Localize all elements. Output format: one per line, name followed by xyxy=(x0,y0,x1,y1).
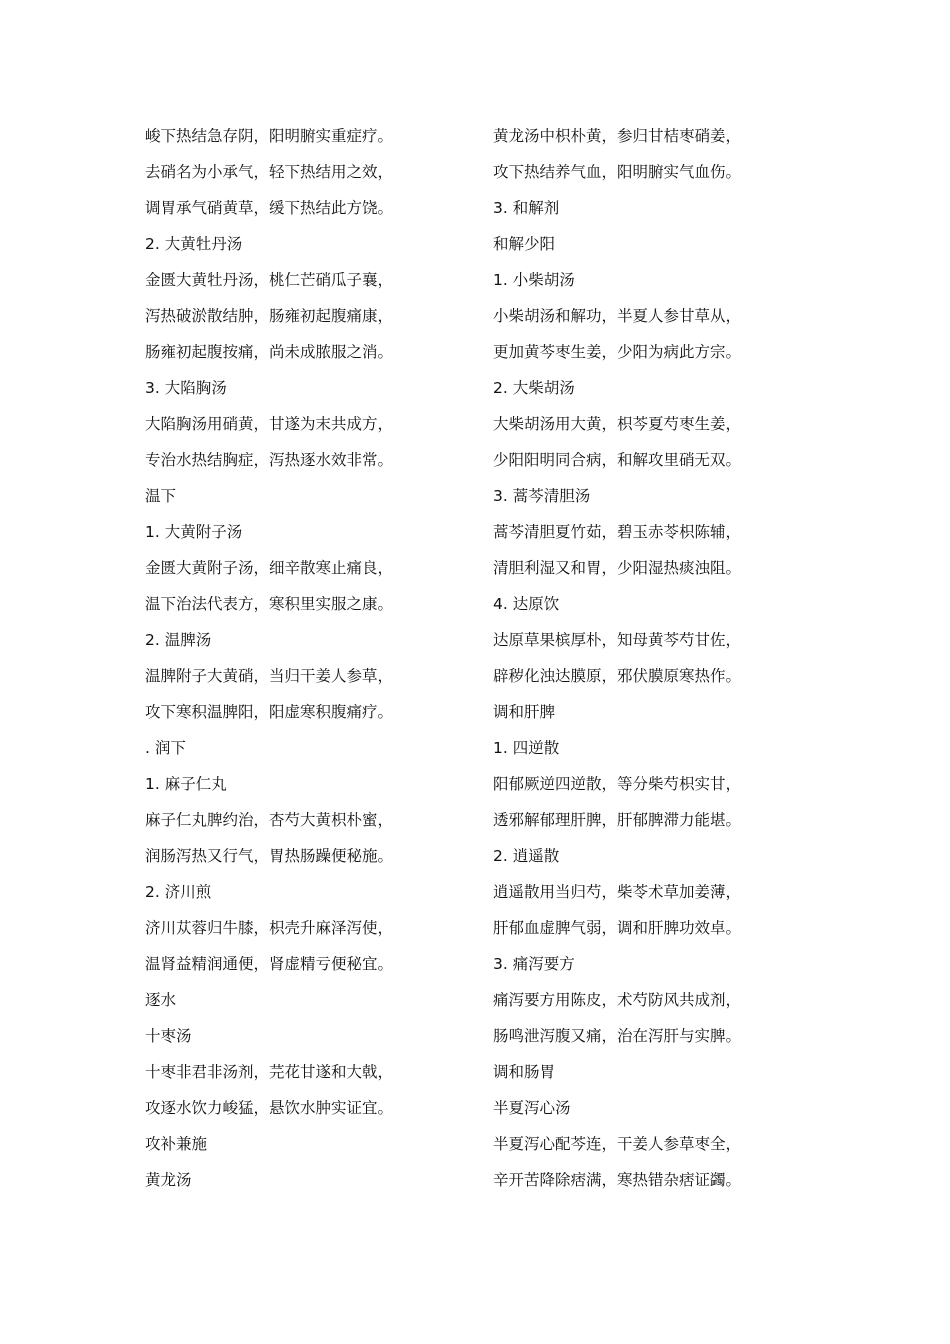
left-text-line: 2. 温脾汤 xyxy=(145,631,212,649)
left-text-line: 2. 济川煎 xyxy=(145,883,212,901)
left-text-line: 麻子仁丸脾约治，杏芍大黄枳朴蜜， xyxy=(145,811,394,829)
left-text-line: 黄龙汤 xyxy=(145,1171,192,1189)
right-text-line: 调和肠胃 xyxy=(493,1063,556,1081)
right-text-line: 黄龙汤中枳朴黄，参归甘桔枣硝姜， xyxy=(493,127,742,145)
left-column xyxy=(145,118,465,1198)
left-text-line: 温下 xyxy=(145,487,177,505)
right-text-line: 更加黄芩枣生姜，少阳为病此方宗。 xyxy=(493,343,742,361)
left-text-line: 专治水热结胸症，泻热逐水效非常。 xyxy=(145,451,394,469)
right-text-line: 透邪解郁理肝脾，肝郁脾滞力能堪。 xyxy=(493,811,742,829)
left-text-line: 温下治法代表方，寒积里实服之康。 xyxy=(145,595,394,613)
right-text-line: 和解少阳 xyxy=(493,235,556,253)
right-text-line: 清胆利湿又和胃，少阳湿热痰浊阻。 xyxy=(493,559,742,577)
right-text-line: 阳郁厥逆四逆散，等分柴芍枳实甘， xyxy=(493,775,742,793)
left-text-line: 济川苁蓉归牛膝，枳壳升麻泽泻使， xyxy=(145,919,394,937)
right-text-line: 痛泻要方用陈皮，术芍防风共成剂， xyxy=(493,991,742,1009)
left-text-line: 大陷胸汤用硝黄，甘遂为末共成方， xyxy=(145,415,394,433)
right-text-line: 2. 逍遥散 xyxy=(493,847,560,865)
right-text-line: 逍遥散用当归芍，柴苓术草加姜薄， xyxy=(493,883,742,901)
left-text-line: 润肠泻热又行气，胃热肠躁便秘施。 xyxy=(145,847,394,865)
right-text-line: 3. 和解剂 xyxy=(493,199,560,217)
left-text-line: 1. 麻子仁丸 xyxy=(145,775,227,793)
right-text-line: 3. 蒿芩清胆汤 xyxy=(493,487,591,505)
right-text-line: 小柴胡汤和解功，半夏人参甘草从， xyxy=(493,307,742,325)
left-text-line: 肠雍初起腹按痛，尚未成脓服之消。 xyxy=(145,343,394,361)
left-text-line: 3. 大陷胸汤 xyxy=(145,379,227,397)
right-text-line: 调和肝脾 xyxy=(493,703,556,721)
left-text-line: 温脾附子大黄硝，当归干姜人参草， xyxy=(145,667,394,685)
left-text-line: 攻补兼施 xyxy=(145,1135,208,1153)
right-text-line: 2. 大柴胡汤 xyxy=(493,379,575,397)
right-text-line: 肠鸣泄泻腹又痛，治在泻肝与实脾。 xyxy=(493,1027,742,1045)
right-text-line: 3. 痛泻要方 xyxy=(493,955,575,973)
right-text-line: 大柴胡汤用大黄，枳芩夏芍枣生姜， xyxy=(493,415,742,433)
left-text-line: 2. 大黄牡丹汤 xyxy=(145,235,243,253)
left-text-line: 调胃承气硝黄草，缓下热结此方饶。 xyxy=(145,199,394,217)
left-text-line: 去硝名为小承气，轻下热结用之效， xyxy=(145,163,394,181)
left-text-line: 攻下寒积温脾阳，阳虚寒积腹痛疗。 xyxy=(145,703,394,721)
right-text-line: 1. 四逆散 xyxy=(493,739,560,757)
left-text-line: 攻逐水饮力峻猛，悬饮水肿实证宜。 xyxy=(145,1099,394,1117)
right-text-line: 1. 小柴胡汤 xyxy=(493,271,575,289)
right-text-line: 攻下热结养气血，阳明腑实气血伤。 xyxy=(493,163,742,181)
right-text-line: 辛开苦降除痞满，寒热错杂痞证蠲。 xyxy=(493,1171,742,1189)
left-text-line: . 润下 xyxy=(145,739,186,757)
right-text-line: 辟秽化浊达膜原，邪伏膜原寒热作。 xyxy=(493,667,742,685)
left-text-line: 温肾益精润通便，肾虚精亏便秘宜。 xyxy=(145,955,394,973)
right-text-line: 少阳阳明同合病，和解攻里硝无双。 xyxy=(493,451,742,469)
right-column xyxy=(493,118,823,1198)
right-text-line: 蒿芩清胆夏竹茹，碧玉赤苓枳陈辅， xyxy=(493,523,742,541)
right-text-line: 肝郁血虚脾气弱，调和肝脾功效卓。 xyxy=(493,919,742,937)
left-text-line: 1. 大黄附子汤 xyxy=(145,523,243,541)
left-text-line: 峻下热结急存阴，阳明腑实重症疗。 xyxy=(145,127,394,145)
left-text-line: 十枣汤 xyxy=(145,1027,192,1045)
left-text-line: 十枣非君非汤剂，芫花甘遂和大戟， xyxy=(145,1063,394,1081)
left-text-line: 金匮大黄牡丹汤，桃仁芒硝瓜子襄， xyxy=(145,271,394,289)
left-text-line: 金匮大黄附子汤，细辛散寒止痛良， xyxy=(145,559,394,577)
left-text-line: 逐水 xyxy=(145,991,177,1009)
right-text-line: 半夏泻心配芩连，干姜人参草枣全， xyxy=(493,1135,742,1153)
right-text-line: 4. 达原饮 xyxy=(493,595,560,613)
left-text-line: 泻热破淤散结肿，肠雍初起腹痛康， xyxy=(145,307,394,325)
right-text-line: 达原草果槟厚朴，知母黄芩芍甘佐， xyxy=(493,631,742,649)
right-text-line: 半夏泻心汤 xyxy=(493,1099,571,1117)
